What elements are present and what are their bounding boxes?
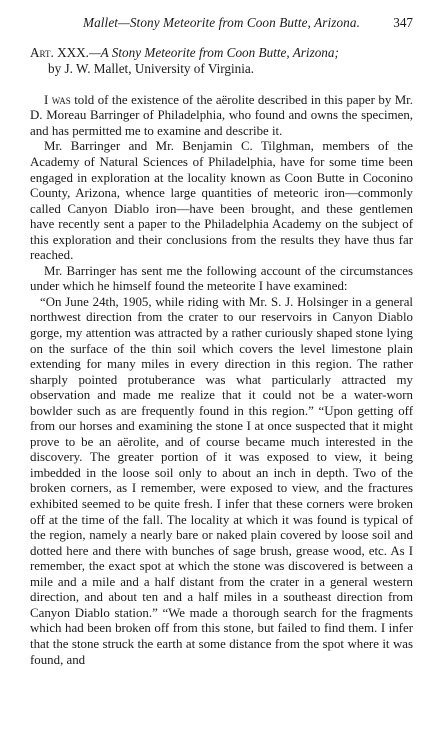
paragraph-1-lead: I was [44,92,71,107]
paragraph-1-text: told of the existence of the aërolite described in this paper by Mr. D. Moreau Barringer of Philadelphia, who found and owns the specimen, and has permitted me to examine and describe it. [30,92,413,138]
article-heading [30,45,413,78]
running-head [30,14,413,31]
quoted-account: “On June 24th, 1905, while riding with Mr. S. J. Holsinger in a general northwest direction from the crater to our reservoirs in Canyon Diablo gorge, my attention was attracted by a rather curiously shaped stone lying on the surface of the thin soil which covers the level limestone plain extending for many miles in every direction in this region. The rather sharply pointed protuberance was what particularly attracted my observation and made me realize that it could not be a water-worn bowlder such as are frequently found in this region.” “Upon getting off from our horses and examining the stone I at once suspected that it might prove to be an aërolite, and of course became much interested in the discovery. The greater portion of it was exposed to view, it being imbedded in the loose soil only to about an inch in depth. Two of the broken corners, as I remember, were exposed to view, and the fractures exhibited seemed to be quite fresh. I infer that these corners were broken off at the time of the fall. The locality at which it was found is typical of the region, namely a nearly bare or naked plain covered by loose soil and dotted here and there with bunches of sage brush, grease wood, etc. As I remember, the exact spot at which the stone was discovered is between a mile and a mile and a half distant from the crater in a general western direction, and about ten and a half miles in a southeast direction from Canyon Diablo station.” “We made a thorough search for the fragments which had been broken off from this stone, but failed to find them. I infer that the stone struck the earth at some distance from the spot where it was found, and [30,294,413,667]
page-number: 347 [393,15,413,30]
article-number: Art. XXX. [30,45,89,60]
paragraph-2 [30,139,413,263]
document-page [30,14,413,668]
paragraph-1 [30,93,413,140]
paragraph-3 [30,264,413,295]
article-title: —A Stony Meteorite from Coon Butte, Arizona; [88,45,339,60]
byline [30,61,413,77]
running-head-title: Mallet—Stony Meteorite from Coon Butte, Arizona. [83,15,360,30]
author-affiliation: University of Virginia. [134,61,255,77]
paragraph-3-text: Mr. Barringer has sent me the following account of the circumstances under which he himself found the meteorite I have examined: [30,263,413,294]
byline-author: by J. W. Mallet, [48,61,132,77]
paragraph-2-text: Mr. Barringer and Mr. Benjamin C. Tilghman, members of the Academy of Natural Sciences of Philadelphia, have for some time been engaged in exploration at the locality known as Coon Butte in Coconino County, Arizona, whence large quantities of meteoric iron—commonly called Canyon Diablo iron—have been brought, and these gentlemen have recently sent a paper to the Philadelphia Academy on the subject of this exploration and their conclusions from the results they have thus far reached. [30,139,413,263]
